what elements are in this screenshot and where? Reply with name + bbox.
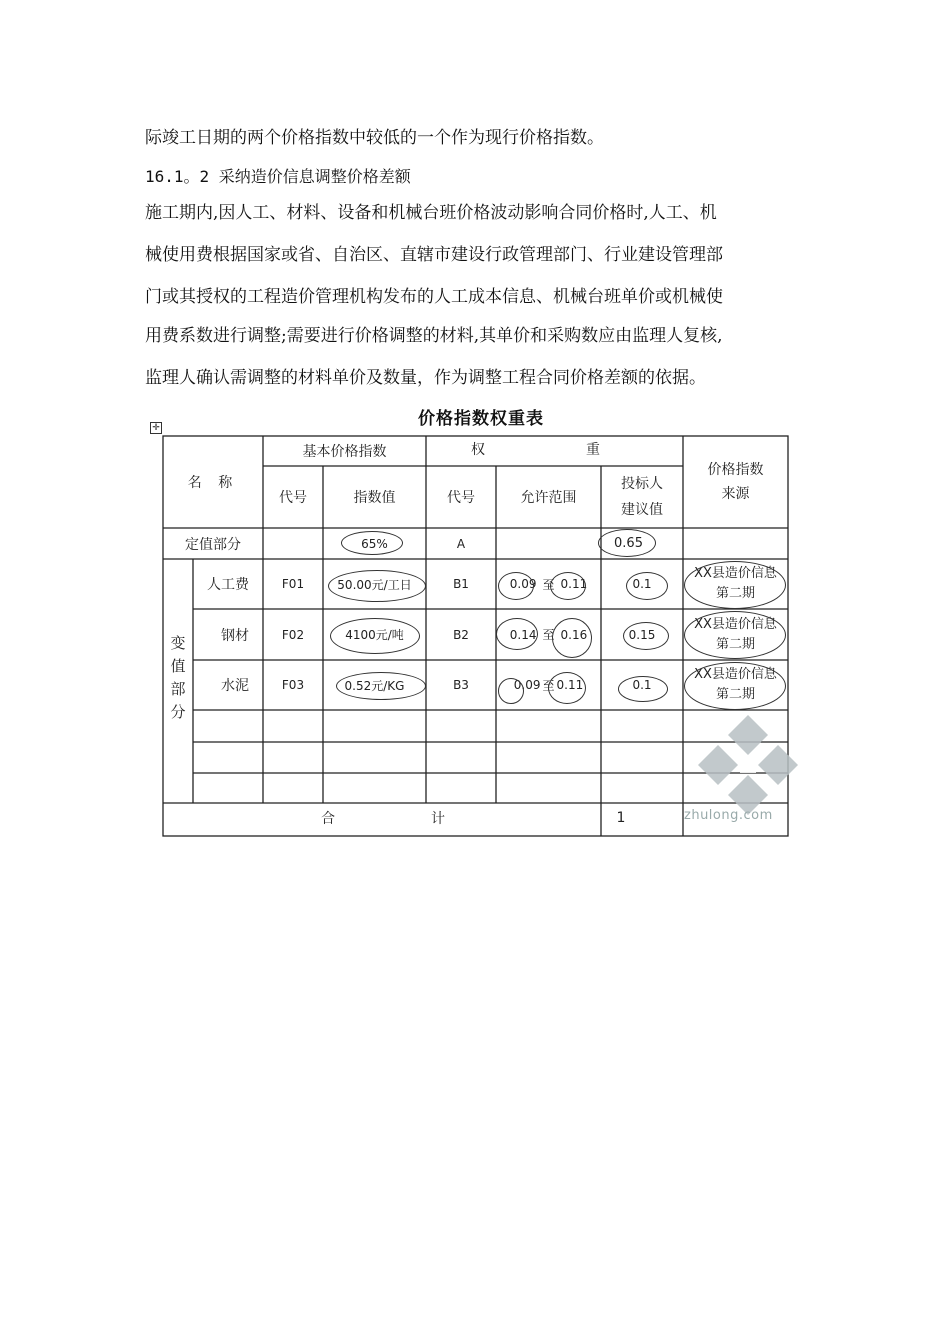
annotation-oval — [498, 678, 524, 704]
annotation-oval — [548, 672, 586, 704]
annotation-oval — [328, 570, 426, 602]
header-source-line2: 来源 — [721, 486, 750, 502]
annotation-oval — [684, 561, 786, 609]
header-source-line1: 价格指数 — [707, 462, 764, 478]
price-index-weight-table — [148, 400, 793, 840]
header-bidder-line2: 建议值 — [621, 502, 663, 518]
source-line1: XX县造价信息 — [694, 616, 777, 632]
header-name: 名 称 — [187, 475, 239, 491]
header-bidder-line1: 投标人 — [621, 476, 663, 492]
fixed-weight-code: A — [456, 536, 466, 551]
source-line2: 第二期 — [715, 586, 755, 601]
row-weight-code: B2 — [453, 627, 469, 642]
header-weight-right: 重 — [586, 442, 600, 458]
annotation-oval — [598, 529, 656, 557]
range-high: 0.11 — [560, 577, 588, 591]
source-line1: XX县造价信息 — [694, 566, 777, 581]
paragraph-line-1: 际竣工日期的两个价格指数中较低的一个作为现行价格指数。 — [145, 128, 604, 148]
annotation-oval — [684, 662, 786, 710]
paragraph-line-5: 用费系数进行调整;需要进行价格调整的材料,其单价和采购数应由监理人复核, — [145, 326, 723, 346]
header-code: 代号 — [279, 490, 307, 506]
row-weight-code: B1 — [453, 577, 469, 591]
header-source — [683, 436, 788, 528]
range-high: 0.11 — [556, 678, 584, 692]
row-code: F03 — [281, 678, 305, 692]
header-allowed-range: 允许范围 — [520, 490, 577, 506]
row-code: F01 — [281, 577, 305, 591]
watermark-text: zhulong.com — [684, 808, 773, 823]
annotation-oval — [623, 622, 669, 650]
annotation-oval — [341, 531, 403, 555]
annotation-oval — [496, 618, 538, 650]
row-bidder-value: 0.15 — [628, 627, 656, 642]
range-sep: 至 — [542, 628, 555, 642]
table-move-handle-icon: ✛ — [150, 422, 162, 434]
annotation-oval — [336, 672, 426, 700]
fixed-index-value: 65% — [361, 536, 388, 551]
row-index-value: 0.52元/KG — [344, 678, 405, 693]
source-line2: 第二期 — [715, 636, 755, 652]
range-low: 0.09 — [509, 577, 537, 591]
row-name: 人工费 — [207, 577, 249, 593]
fixed-bidder-value: 0.65 — [614, 536, 643, 551]
range-sep: 至 — [542, 577, 555, 592]
annotation-oval — [618, 676, 668, 702]
header-base-index: 基本价格指数 — [302, 444, 387, 460]
range-low: 0.14 — [509, 627, 537, 642]
paragraph-line-3: 械使用费根据国家或省、自治区、直辖市建设行政管理部门、行业建设管理部 — [145, 245, 723, 265]
header-weight-code: 代号 — [447, 490, 475, 506]
paragraph-line-2: 施工期内,因人工、材料、设备和机械台班价格波动影响合同价格时,人工、机 — [145, 203, 717, 223]
range-high: 0.16 — [560, 627, 588, 642]
zhulong-logo-icon — [693, 710, 803, 820]
paragraph-line-4: 门或其授权的工程造价管理机构发布的人工成本信息、机械台班单价或机械使 — [145, 287, 723, 307]
header-weight-left: 权 — [471, 442, 485, 458]
row-name: 水泥 — [221, 678, 249, 694]
header-bidder-value — [601, 466, 683, 528]
row-bidder-value: 0.1 — [632, 678, 652, 692]
fixed-part-label: 定值部分 — [185, 536, 241, 553]
total-label-left: 合 — [321, 811, 335, 827]
source-line2: 第二期 — [715, 687, 755, 702]
row-name: 钢材 — [221, 627, 249, 644]
annotation-oval — [626, 572, 668, 600]
total-value: 1 — [616, 810, 626, 826]
header-index-value: 指数值 — [353, 490, 396, 506]
variable-part-label: 变值部分 — [168, 635, 187, 727]
range-sep: 至 — [542, 678, 555, 693]
table-title: 价格指数权重表 — [418, 409, 544, 429]
annotation-oval — [550, 572, 586, 600]
row-bidder-value: 0.1 — [632, 577, 652, 591]
row-weight-code: B3 — [453, 678, 469, 692]
row-code: F02 — [281, 627, 305, 642]
annotation-oval — [498, 572, 534, 600]
annotation-oval — [552, 618, 592, 658]
source-line1: XX县造价信息 — [694, 667, 777, 682]
paragraph-line-6: 监理人确认需调整的材料单价及数量，作为调整工程合同价格差额的依据。 — [145, 368, 706, 388]
section-heading: 16.1。2 采纳造价信息调整价格差额 — [145, 167, 411, 186]
annotation-oval — [684, 611, 786, 659]
annotation-oval — [330, 618, 420, 654]
total-label-right: 计 — [431, 811, 445, 827]
row-index-value: 4100元/吨 — [345, 628, 404, 642]
row-index-value: 50.00元/工日 — [337, 577, 412, 592]
range-low: 0.09 — [513, 678, 541, 692]
